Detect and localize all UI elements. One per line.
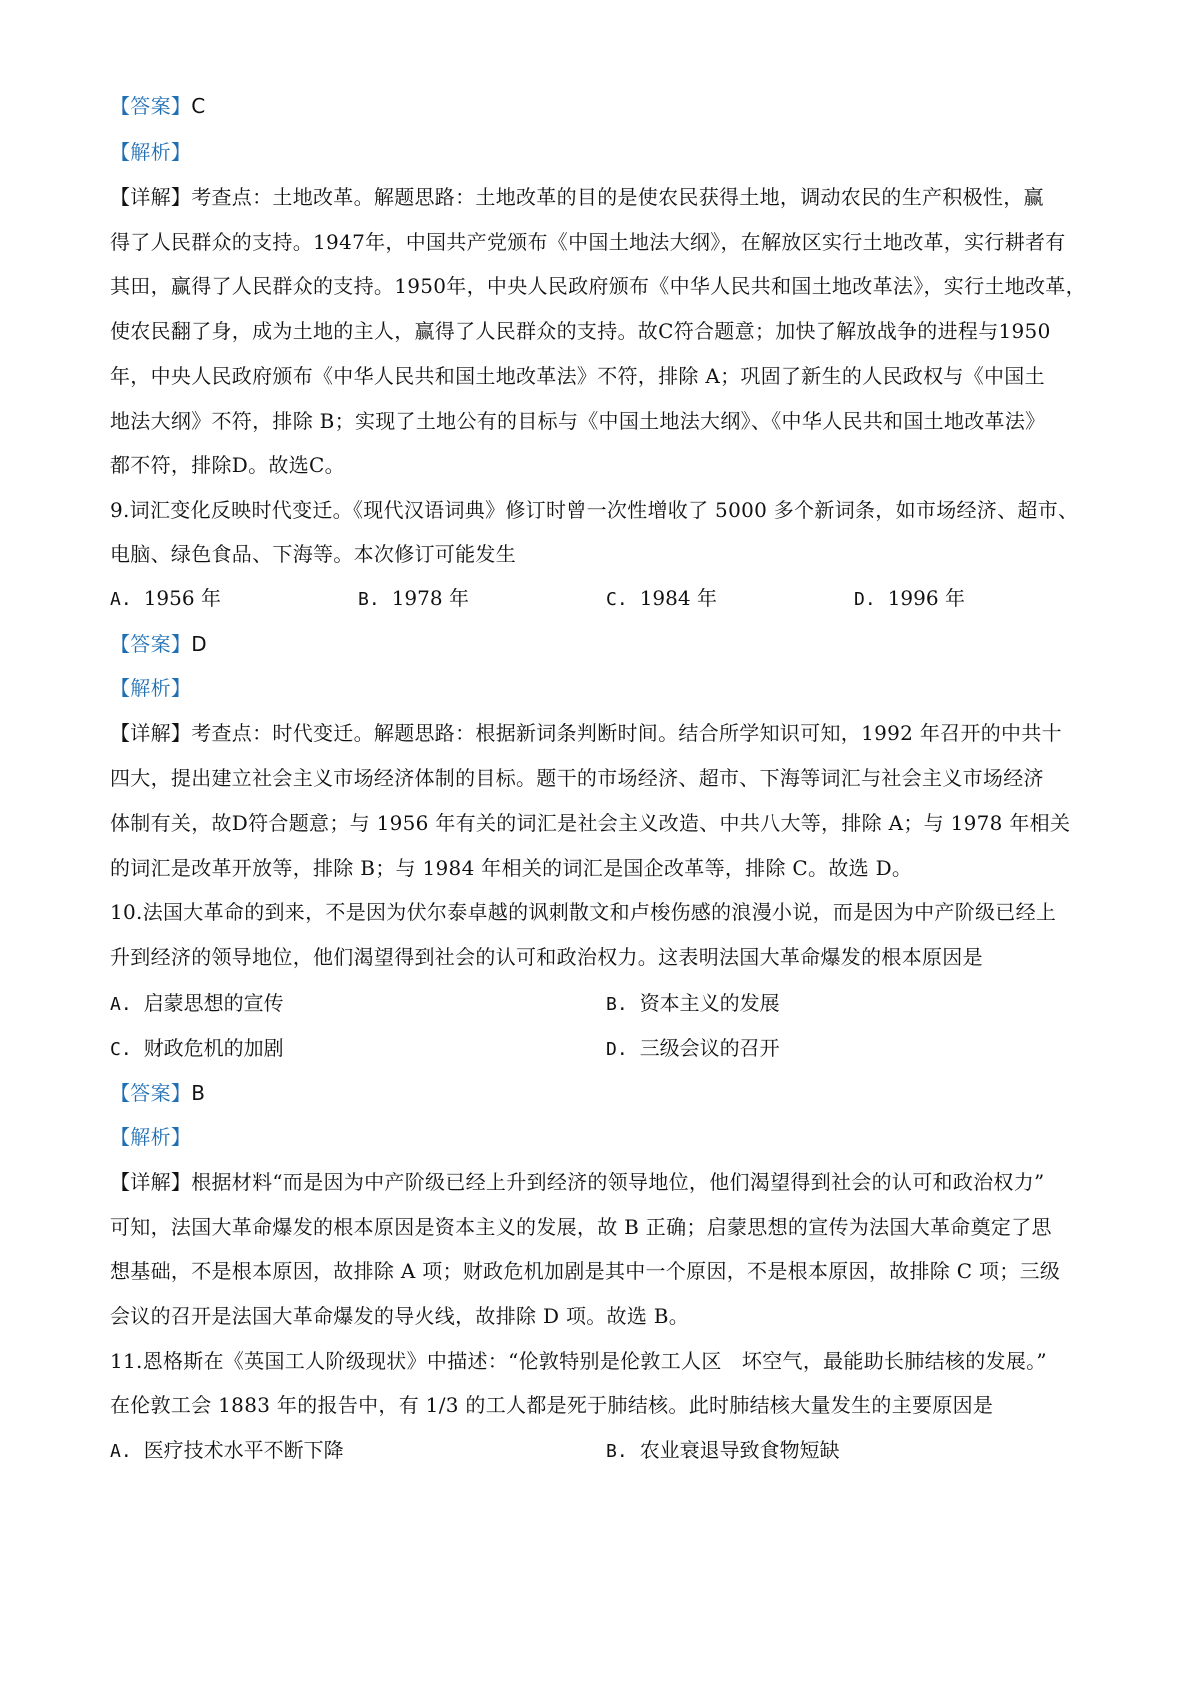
q9-answer-line xyxy=(110,631,1110,657)
q8-detail-text-1: 考查点：土地改革。解题思路：土地改革的目的是使农民获得土地，调动农民的生产积极性，赢 xyxy=(191,185,1044,209)
q8-analysis-tag-line xyxy=(110,139,1110,165)
q8-detail-line-4: 使农民翻了身，成为土地的主人，赢得了人民群众的支持。故C符合题意；加快了解放战争的进程与1950 xyxy=(110,319,1051,343)
q9-detail-text-1: 考查点：时代变迁。解题思路：根据新词条判断时间。结合所学知识可知，1992 年召开的中共十 xyxy=(191,721,1062,745)
option-text: 1956 年 xyxy=(143,586,221,610)
option-key: A. xyxy=(110,994,132,1015)
q9-detail-line-4: 的词汇是改革开放等，排除 B；与 1984 年相关的词汇是国企改革等，排除 C。故选 D。 xyxy=(110,856,913,880)
q9-stem-line-2: 电脑、绿色食品、下海等。本次修订可能发生 xyxy=(110,542,516,566)
option-text: 财政危机的加剧 xyxy=(143,1036,284,1060)
q9-answer-letter: D xyxy=(191,632,207,656)
q10-detail-line-4: 会议的召开是法国大革命爆发的导火线，故排除 D 项。故选 B。 xyxy=(110,1304,690,1328)
q10-option-b xyxy=(606,990,780,1018)
q9-stem-line-1: 9.词汇变化反映时代变迁。《现代汉语词典》修订时曾一次性增收了 5000 多个新词条，如市场经济、超市、 xyxy=(110,498,1079,522)
option-key: D. xyxy=(854,589,876,610)
option-key: D. xyxy=(606,1039,628,1060)
q10-stem-line-1: 10.法国大革命的到来，不是因为伏尔泰卓越的讽刺散文和卢梭伤感的浪漫小说，而是因为中产阶级已经上 xyxy=(110,900,1057,924)
q9-option-d xyxy=(854,585,965,613)
q10-detail-text-1: 根据材料“而是因为中产阶级已经上升到经济的领导地位，他们渴望得到社会的认可和政治权力” xyxy=(191,1170,1045,1194)
detail-tag: 【详解】 xyxy=(110,721,192,745)
q10-detail-line-3: 想基础，不是根本原因，故排除 A 项；财政危机加剧是其中一个原因，不是根本原因，故排除 C 项；三级 xyxy=(110,1259,1061,1283)
q9-option-c xyxy=(606,585,717,613)
option-key: B. xyxy=(606,994,628,1015)
option-text: 三级会议的召开 xyxy=(639,1036,780,1060)
option-text: 1978 年 xyxy=(391,586,469,610)
option-text: 1984 年 xyxy=(639,586,717,610)
q11-stem-line-2: 在伦敦工会 1883 年的报告中，有 1/3 的工人都是死于肺结核。此时肺结核大量发生的主要原因是 xyxy=(110,1393,994,1417)
q10-detail-line-2: 可知，法国大革命爆发的根本原因是资本主义的发展，故 B 正确；启蒙思想的宣传为法国大革命奠定了思 xyxy=(110,1215,1052,1239)
answer-tag: 【答案】 xyxy=(110,1081,192,1105)
q11-option-b xyxy=(606,1437,840,1465)
q10-analysis-tag-line xyxy=(110,1124,1110,1150)
q8-detail-line-6: 地法大纲》不符，排除 B；实现了土地公有的目标与《中国土地法大纲》、《中华人民共和国土地改革法》 xyxy=(110,409,1046,433)
option-key: B. xyxy=(606,1441,628,1462)
option-text: 医疗技术水平不断下降 xyxy=(143,1438,344,1462)
q9-detail-line-2: 四大，提出建立社会主义市场经济体制的目标。题干的市场经济、超市、下海等词汇与社会主义市场经济 xyxy=(110,766,1044,790)
option-text: 农业衰退导致食物短缺 xyxy=(639,1438,840,1462)
q10-stem-line-2: 升到经济的领导地位，他们渴望得到社会的认可和政治权力。这表明法国大革命爆发的根本原因是 xyxy=(110,945,983,969)
option-key: C. xyxy=(110,1039,132,1060)
option-text: 资本主义的发展 xyxy=(639,991,780,1015)
analysis-tag: 【解析】 xyxy=(110,1125,192,1149)
answer-tag: 【答案】 xyxy=(110,632,192,656)
option-key: A. xyxy=(110,589,132,610)
q11-option-a xyxy=(110,1437,344,1465)
q8-answer-line xyxy=(110,93,1110,119)
option-key: A. xyxy=(110,1441,132,1462)
option-key: B. xyxy=(358,589,380,610)
q10-answer-line xyxy=(110,1080,1110,1106)
q8-detail-line-2: 得了人民群众的支持。1947年，中国共产党颁布《中国土地法大纲》，在解放区实行土地改革，实行耕者有 xyxy=(110,230,1066,254)
q10-option-d xyxy=(606,1035,780,1063)
q8-detail-line-5: 年，中央人民政府颁布《中华人民共和国土地改革法》不符，排除 A；巩固了新生的人民政权与《中国土 xyxy=(110,364,1045,388)
q10-option-a xyxy=(110,990,284,1018)
q11-stem-line-1: 11.恩格斯在《英国工人阶级现状》中描述：“伦敦特别是伦敦工人区 坏空气，最能助长肺结核的发展。” xyxy=(110,1349,1047,1373)
q9-detail-line-3: 体制有关，故D符合题意；与 1956 年有关的词汇是社会主义改造、中共八大等，排除 A；与 1978 年相关 xyxy=(110,811,1071,835)
option-text: 启蒙思想的宣传 xyxy=(143,991,284,1015)
q8-detail-line-7: 都不符，排除D。故选C。 xyxy=(110,453,345,477)
q8-answer-letter: C xyxy=(191,94,206,118)
q8-detail-line-3: 其田，赢得了人民群众的支持。1950年，中央人民政府颁布《中华人民共和国土地改革法》，实行土地改革， xyxy=(110,274,1086,298)
q10-option-c xyxy=(110,1035,284,1063)
q9-option-b xyxy=(358,585,469,613)
q8-detail-line-1 xyxy=(110,184,1110,210)
detail-tag: 【详解】 xyxy=(110,185,192,209)
answer-tag: 【答案】 xyxy=(110,94,192,118)
q10-answer-letter: B xyxy=(191,1081,206,1105)
option-key: C. xyxy=(606,589,628,610)
analysis-tag: 【解析】 xyxy=(110,676,192,700)
q9-detail-line-1 xyxy=(110,720,1110,746)
option-text: 1996 年 xyxy=(887,586,965,610)
detail-tag: 【详解】 xyxy=(110,1170,192,1194)
analysis-tag: 【解析】 xyxy=(110,140,192,164)
q10-detail-line-1 xyxy=(110,1169,1110,1195)
q9-analysis-tag-line xyxy=(110,675,1110,701)
q9-option-a xyxy=(110,585,221,613)
